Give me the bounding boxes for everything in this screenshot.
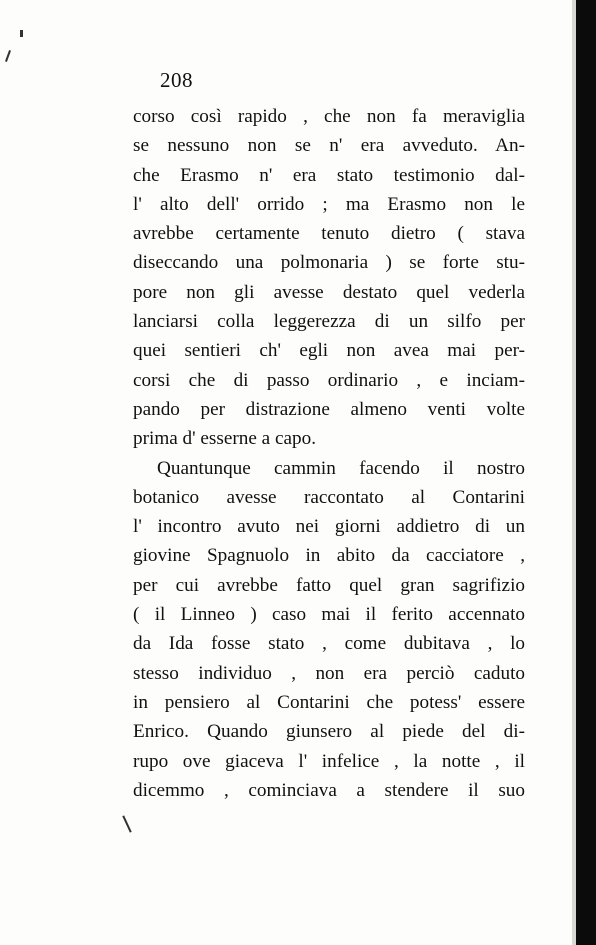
text-line: per cui avrebbe fatto quel gran sagrifizio xyxy=(133,574,525,596)
text-line: ( il Linneo ) caso mai il ferito accennato xyxy=(133,604,525,626)
text-line: rupo ove giaceva l' infelice , la notte , il xyxy=(133,750,525,772)
text-line: quei sentieri ch' egli non avea mai per- xyxy=(133,340,525,362)
text-line: Quantunque cammin facendo il nostro xyxy=(157,457,525,479)
scan-speck xyxy=(122,815,131,832)
text-line: diseccando una polmonaria ) se forte stu- xyxy=(133,252,525,274)
text-line: lanciarsi colla leggerezza di un silfo per xyxy=(133,311,525,333)
text-line: da Ida fosse stato , come dubitava , lo xyxy=(133,633,525,655)
text-line: corsi che di passo ordinario , e inciam- xyxy=(133,369,525,391)
text-line: stesso individuo , non era perciò caduto xyxy=(133,662,525,684)
text-line: che Erasmo n' era stato testimonio dal- xyxy=(133,164,525,186)
text-line: botanico avesse raccontato al Contarini xyxy=(133,486,525,508)
page-edge-dark xyxy=(576,0,596,945)
body-text xyxy=(133,102,525,805)
text-line: l' alto dell' orrido ; ma Erasmo non le xyxy=(133,193,525,215)
text-line: prima d' esserne a capo. xyxy=(133,428,316,450)
scan-speck xyxy=(20,30,23,37)
page-number: 208 xyxy=(160,68,193,92)
text-line: pore non gli avesse destato quel vederla xyxy=(133,281,525,303)
text-line: Enrico. Quando giunsero al piede del di- xyxy=(133,721,525,743)
text-line: l' incontro avuto nei giorni addietro di un xyxy=(133,516,525,538)
text-line: pando per distrazione almeno venti volte xyxy=(133,398,525,420)
text-line: in pensiero al Contarini che potess' essere xyxy=(133,691,525,713)
text-line: se nessuno non se n' era avveduto. An- xyxy=(133,135,525,157)
text-line: corso così rapido , che non fa meraviglia xyxy=(133,106,525,127)
text-line: giovine Spagnuolo in abito da cacciatore , xyxy=(133,545,525,567)
text-line: avrebbe certamente tenuto dietro ( stava xyxy=(133,223,525,245)
scan-speck xyxy=(5,50,11,62)
text-line: dicemmo , cominciava a stendere il suo xyxy=(133,779,525,801)
